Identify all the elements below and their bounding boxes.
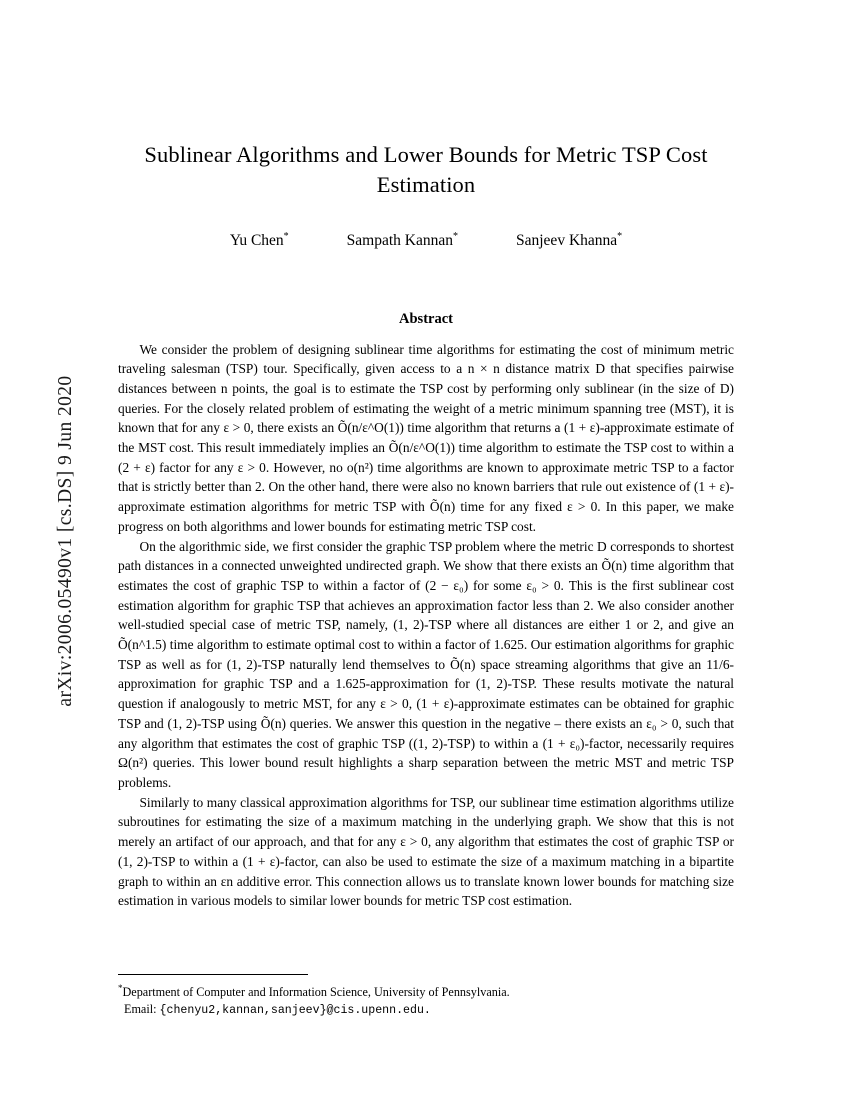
paper-content — [118, 140, 734, 911]
footnote-email-address: {chenyu2,kannan,sanjeev}@cis.upenn.edu. — [159, 1004, 431, 1018]
author-footnote-marker: * — [283, 231, 289, 243]
author-name: Yu Chen — [229, 232, 284, 250]
abstract-body — [118, 340, 734, 911]
author-entry — [516, 231, 622, 250]
author-name: Sanjeev Khanna — [516, 232, 618, 250]
author-entry — [230, 231, 289, 250]
footnote-email-line — [124, 1001, 734, 1019]
arxiv-identifier-stamp: arXiv:2006.05490v1 [cs.DS] 9 Jun 2020 — [55, 375, 76, 707]
author-list — [118, 231, 734, 250]
abstract-paragraph: We consider the problem of designing sublinear time algorithms for estimating the cost of minimum metric traveling salesman (TSP) tour. Specifically, given access to a n × n distance matrix D that specifies pairwise distances between n points, the goal is to estimate the TSP cost by performing only sublinear (in the size of D) queries. For the closely related problem of estimating the weight of a metric minimum spanning tree (MST), it is known that for any ε > 0, there exists an Õ(n/ε^O(1)) time algorithm that returns a (1 + ε)-approximate estimate of the MST cost. This result immediately implies an Õ(n/ε^O(1)) time algorithm to estimate the TSP cost to within a (2 + ε) factor for any ε > 0. However, no o(n²) time algorithms are known to approximate metric TSP to a factor that is strictly better than 2. On the other hand, there were also no known barriers that rule out existence of (1 + ε)-approximate estimation algorithms for metric TSP with Õ(n) time for any fixed ε > 0. In this paper, we make progress on both algorithms and lower bounds for estimating metric TSP cost. — [118, 341, 734, 534]
footnote-separator — [118, 974, 308, 975]
author-name: Sampath Kannan — [346, 232, 453, 250]
author-entry — [347, 231, 458, 250]
abstract-paragraph: On the algorithmic side, we first consider the graphic TSP problem where the metric D corresponds to shortest path distances in a connected unweighted undirected graph. We show that there exists an Õ(n) time algorithm that estimates the cost of graphic TSP to within a factor of (2 − ε₀) for some ε₀ > 0. This is the first sublinear cost estimation algorithm for graphic TSP that achieves an approximation factor less than 2. We also consider another well-studied special case of metric TSP, namely, (1, 2)-TSP where all distances are either 1 or 2, and give an Õ(n^1.5) time algorithm to estimate optimal cost to within a factor of 1.625. Our estimation algorithms for graphic TSP as well as for (1, 2)-TSP naturally lend themselves to Õ(n) space streaming algorithms that give an 11/6-approximation for graphic TSP and a 1.625-approximation for (1, 2)-TSP. These results motivate the natural question if analogously to metric MST, for any ε > 0, (1 + ε)-approximate estimates can be obtained for graphic TSP and (1, 2)-TSP using Õ(n) queries. We answer this question in the negative – there exists an ε₀ > 0, such that any algorithm that estimates the cost of graphic TSP ((1, 2)-TSP) to within a (1 + ε₀)-factor, necessarily requires Ω(n²) queries. This lower bound result highlights a sharp separation between the metric MST and metric TSP problems. — [118, 538, 734, 790]
footnote-affiliation-line — [118, 982, 734, 1001]
abstract-heading: Abstract — [399, 310, 453, 327]
author-footnote-marker: * — [617, 231, 623, 243]
footnote-affiliation: Department of Computer and Information Science, University of Pennsylvania. — [122, 985, 510, 1000]
footnote-block — [118, 982, 734, 1020]
footnote-marker: * — [118, 983, 123, 993]
abstract-paragraph: Similarly to many classical approximation algorithms for TSP, our sublinear time estimation algorithms utilize subroutines for estimating the size of a maximum matching in the underlying graph. We show that this is not merely an artifact of our approach, and that for any ε > 0, any algorithm that estimates the cost of graphic TSP or (1, 2)-TSP to within a (1 + ε)-factor, can also be used to estimate the size of a maximum matching in a bipartite graph to within an εn additive error. This connection allows us to translate known lower bounds for matching size estimation in various models to similar lower bounds for metric TSP cost estimation. — [118, 794, 734, 909]
footnote-email-label: Email: — [124, 1002, 157, 1017]
author-footnote-marker: * — [453, 231, 458, 243]
page-title: Sublinear Algorithms and Lower Bounds for Metric TSP Cost Estimation — [144, 142, 708, 197]
